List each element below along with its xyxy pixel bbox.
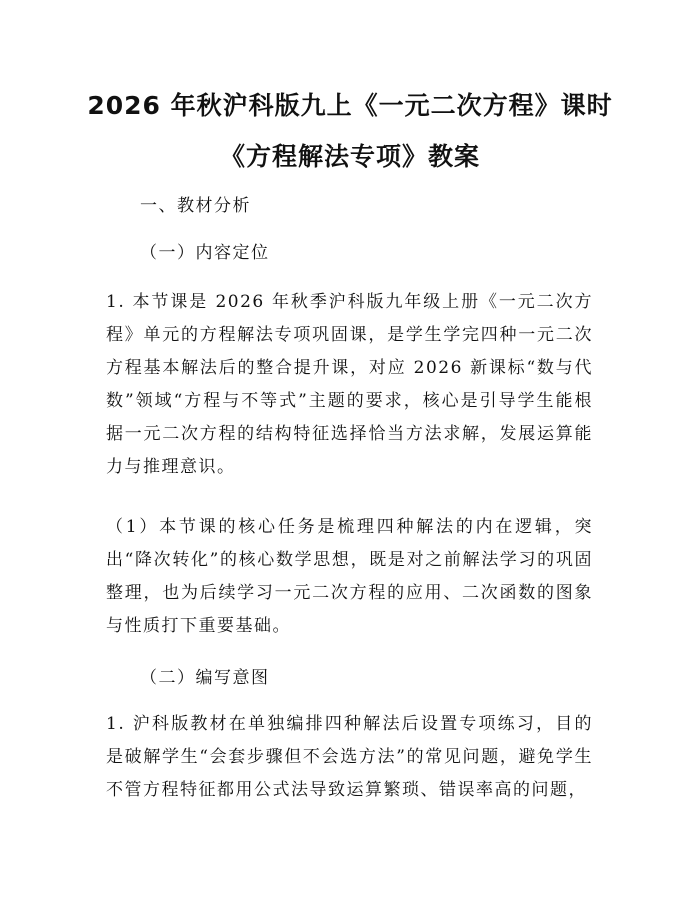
section-heading-textbook-analysis: 一、教材分析 bbox=[140, 196, 251, 216]
paragraph-core-task: （1）本节课的核心任务是梳理四种解法的内在逻辑，突出“降次转化”的核心数学思想，既是对之前解法学习的巩固整理，也为后续学习一元二次方程的应用、二次函数的图象与性质打下重要基础。 bbox=[106, 517, 593, 636]
document-title-line-1: 2026 年秋沪科版九上《一元二次方程》课时 bbox=[87, 91, 613, 120]
subsection-heading-content-positioning: （一）内容定位 bbox=[140, 243, 270, 263]
paragraph-content-positioning: 1. 本节课是 2026 年秋季沪科版九年级上册《一元二次方程》单元的方程解法专项巩固课，是学生学完四种一元二次方程基本解法后的整合提升课，对应 2026 新课标“数与代数”领域“方程与不等式”主题的要求，核心是引导学生能根据一元二次方程的结构特征选择恰当方法求解，发展运算能力与推理意识。 bbox=[106, 292, 593, 477]
paragraph-writing-intent: 1. 沪科版教材在单独编排四种解法后设置专项练习，目的是破解学生“会套步骤但不会选方法”的常见问题，避免学生不管方程特征都用公式法导致运算繁琐、错误率高的问题， bbox=[106, 714, 593, 800]
document-title-line-2: 《方程解法专项》教案 bbox=[219, 142, 480, 171]
subsection-heading-writing-intent: （二）编写意图 bbox=[140, 668, 270, 688]
